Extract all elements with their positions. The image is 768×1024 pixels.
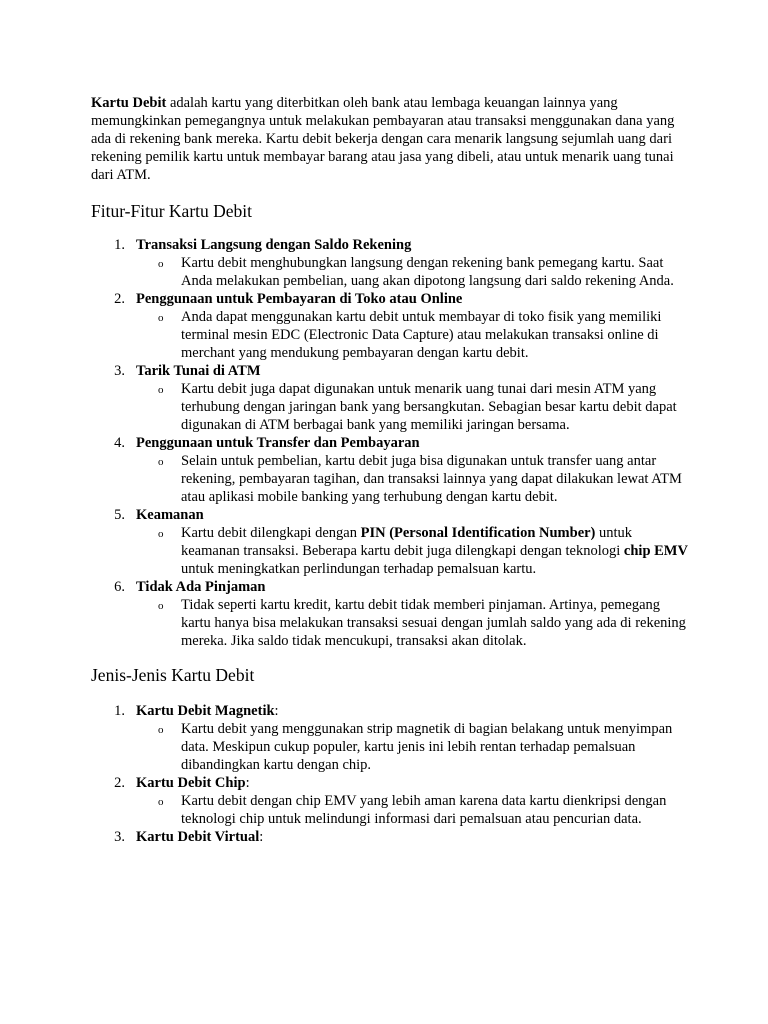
document-content <box>91 94 691 846</box>
feature-detail-item <box>136 596 691 650</box>
intro-term: Kartu Debit <box>91 95 167 111</box>
feature-title: Penggunaan untuk Pembayaran di Toko atau Online <box>136 291 463 307</box>
feature-item <box>91 236 691 290</box>
pin-term: PIN (Personal Identification Number) <box>360 525 596 541</box>
feature-title: Keamanan <box>136 507 204 523</box>
type-title: Kartu Debit Magnetik <box>136 703 275 719</box>
feature-item <box>91 506 691 578</box>
feature-desc: Tidak seperti kartu kredit, kartu debit tidak memberi pinjaman. Artinya, pemegang kartu hanya bisa melakukan transaksi sesuai dengan jumlah saldo yang ada di rekening mereka. Jika saldo tidak mencukupi, transaksi akan ditolak. <box>181 597 686 649</box>
feature-title: Penggunaan untuk Transfer dan Pembayaran <box>136 435 420 451</box>
feature-number: 6. <box>114 579 125 595</box>
feature-number: 3. <box>114 363 125 379</box>
bullet-marker: o <box>158 796 164 808</box>
type-details <box>136 792 691 828</box>
type-desc: Kartu debit yang menggunakan strip magnetik di bagian belakang untuk menyimpan data. Meskipun cukup populer, kartu jenis ini lebih rentan terhadap pemalsuan dibandingkan kartu dengan chip. <box>181 721 673 773</box>
feature-number: 2. <box>114 291 125 307</box>
bullet-marker: o <box>158 528 164 540</box>
features-list <box>91 236 691 650</box>
feature-details <box>136 596 691 650</box>
feature-details <box>136 524 691 578</box>
feature-detail-item <box>136 380 691 434</box>
feature-item <box>91 434 691 506</box>
type-item <box>91 702 691 774</box>
type-number: 2. <box>114 775 125 791</box>
types-list <box>91 702 691 846</box>
feature-title: Tidak Ada Pinjaman <box>136 579 266 595</box>
feature-details <box>136 380 691 434</box>
bullet-marker: o <box>158 600 164 612</box>
feature-title: Tarik Tunai di ATM <box>136 363 261 379</box>
type-detail-item <box>136 792 691 828</box>
feature-details <box>136 308 691 362</box>
bullet-marker: o <box>158 724 164 736</box>
intro-paragraph <box>91 94 691 184</box>
feature-item <box>91 578 691 650</box>
features-heading: Fitur-Fitur Kartu Debit <box>91 201 253 221</box>
bullet-marker: o <box>158 312 164 324</box>
feature-item <box>91 362 691 434</box>
type-title: Kartu Debit Chip <box>136 775 246 791</box>
feature-item <box>91 290 691 362</box>
intro-text: adalah kartu yang diterbitkan oleh bank atau lembaga keuangan lainnya yang memungkinkan pemegangnya untuk melakukan pembayaran atau transaksi menggunakan dana yang ada di rekening bank mereka. Kartu debit bekerja dengan cara menarik langsung sejumlah uang dari rekening pemilik kartu untuk membayar barang atau jasa yang dibeli, atau untuk menarik uang tunai dari ATM. <box>91 95 675 183</box>
feature-desc: Kartu debit juga dapat digunakan untuk menarik uang tunai dari mesin ATM yang terhubung dengan jaringan bank yang bersangkutan. Sebagian besar kartu debit dapat digunakan di ATM berbagai bank yang memiliki jaringan bersama. <box>181 381 677 433</box>
type-item <box>91 828 691 846</box>
type-title: Kartu Debit Virtual <box>136 829 260 845</box>
type-details <box>136 720 691 774</box>
feature-detail-item <box>136 524 691 578</box>
type-number: 3. <box>114 829 125 845</box>
feature-number: 1. <box>114 237 125 253</box>
type-item <box>91 774 691 828</box>
feature-desc: Kartu debit dilengkapi dengan <box>181 525 361 541</box>
type-colon: : <box>259 829 264 845</box>
feature-detail-item <box>136 254 691 290</box>
feature-desc: untuk meningkatkan perlindungan terhadap pemalsuan kartu. <box>181 561 537 577</box>
type-colon: : <box>274 703 279 719</box>
feature-detail-item <box>136 308 691 362</box>
feature-title: Transaksi Langsung dengan Saldo Rekening <box>136 237 412 253</box>
type-detail-item <box>136 720 691 774</box>
bullet-marker: o <box>158 258 164 270</box>
chip-emv-term: chip EMV <box>623 543 688 559</box>
feature-detail-item <box>136 452 691 506</box>
feature-details <box>136 452 691 506</box>
feature-desc: Kartu debit menghubungkan langsung dengan rekening bank pemegang kartu. Saat Anda melakukan pembelian, uang akan dipotong langsung dari saldo rekening Anda. <box>181 255 674 289</box>
type-desc: Kartu debit dengan chip EMV yang lebih aman karena data kartu dienkripsi dengan teknologi chip untuk melindungi informasi dari pemalsuan atau pencurian data. <box>181 793 667 827</box>
types-heading: Jenis-Jenis Kartu Debit <box>91 665 255 685</box>
feature-desc: untuk keamanan transaksi. Beberapa kartu debit juga dilengkapi dengan teknologi <box>181 525 633 559</box>
bullet-marker: o <box>158 456 164 468</box>
feature-number: 4. <box>114 435 125 451</box>
type-colon: : <box>245 775 250 791</box>
feature-number: 5. <box>114 507 125 523</box>
feature-desc: Anda dapat menggunakan kartu debit untuk membayar di toko fisik yang memiliki terminal mesin EDC (Electronic Data Capture) atau melakukan transaksi online di merchant yang mendukung pembayaran dengan kartu debit. <box>181 309 662 361</box>
bullet-marker: o <box>158 384 164 396</box>
feature-desc: Selain untuk pembelian, kartu debit juga bisa digunakan untuk transfer uang antar rekening, pembayaran tagihan, dan transaksi lainnya yang dapat dilakukan lewat ATM atau aplikasi mobile banking yang terhubung dengan kartu debit. <box>181 453 682 505</box>
feature-details <box>136 254 691 290</box>
type-number: 1. <box>114 703 125 719</box>
